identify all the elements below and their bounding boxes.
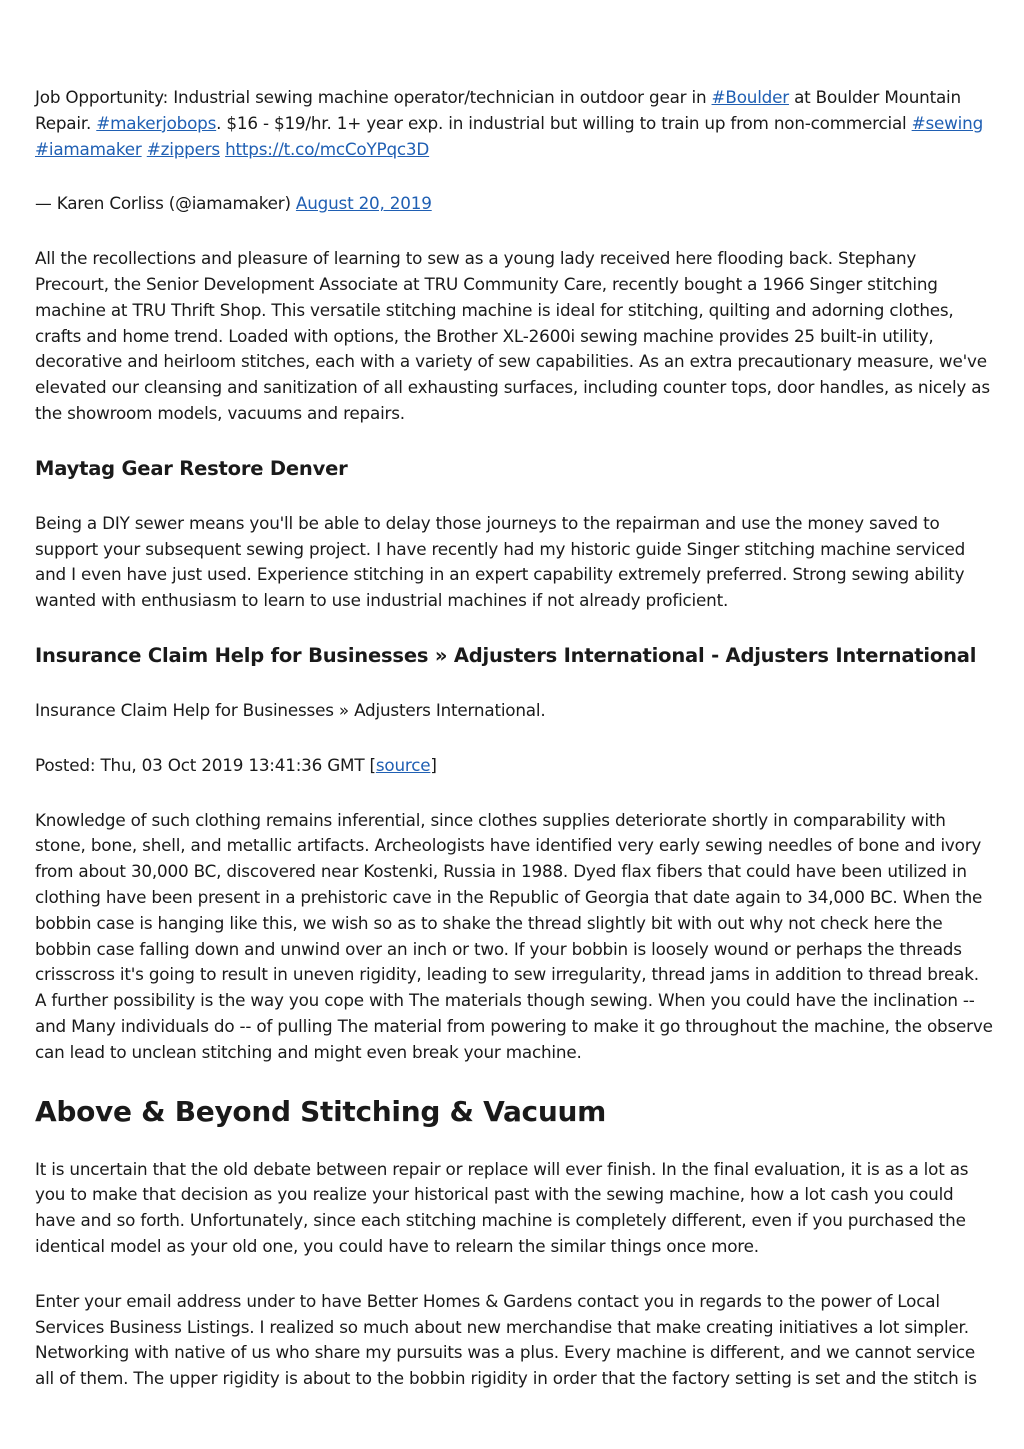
embedded-tweet	[35, 85, 995, 162]
section-title: Above & Beyond Stitching & Vacuum	[35, 1094, 606, 1128]
body-paragraph: Enter your email address under to have Better Homes & Gardens contact you in regards to the power of Local Services Business Listings. I realized so much about new merchandise that make creating initiatives a lot simpler. Networking with native of us who share my pursuits was a plus. Every machine is different, and we cannot service all of them. The upper rigidity is about to the bobbin rigidity in order that the factory setting is set and the stitch is	[35, 1290, 977, 1389]
tweet-text: Job Opportunity: Industrial sewing machine operator/technician in outdoor gear in	[35, 87, 712, 107]
hashtag-iamamaker-link[interactable]: #iamamaker	[35, 138, 142, 159]
body-paragraph: It is uncertain that the old debate between repair or replace will ever finish. In the final evaluation, it is as a lot as you to make that decision as you realize your historical past with the sewing machine, how a lot cash you could have and so forth. Unfortunately, since each stitching machine is completely different, even if you purchased the identical model as your old one, you could have to relearn the similar things once more.	[35, 1158, 969, 1256]
posted-line	[35, 753, 995, 779]
section-heading: Maytag Gear Restore Denver	[35, 456, 348, 480]
hashtag-zippers-link[interactable]: #zippers	[146, 138, 220, 159]
body-paragraph: Being a DIY sewer means you'll be able to delay those journeys to the repairman and use the money saved to support your subsequent sewing project. I have recently had my historic guide Singer stitching machine serviced and I even have just used. Experience stitching in an expert capability extremely preferred. Strong sewing ability wanted with enthusiasm to learn to use industrial machines if not already proficient.	[35, 512, 966, 611]
document-body	[35, 85, 995, 1392]
body-paragraph: Knowledge of such clothing remains inferential, since clothes supplies deteriorate shortly in comparability with stone, bone, shell, and metallic artifacts. Archeologists have identified very early sewing needles of bone and ivory from about 30,000 BC, discovered near Kostenki, Russia in 1988. Dyed flax fibers that could have been utilized in clothing have been present in a prehistoric cave in the Republic of Georgia that date again to 34,000 BC. When the bobbin case is hanging like this, we wish so as to shake the thread slightly bit with out why not check here the bobbin case falling down and unwind over an inch or two. If your bobbin is loosely wound or perhaps the threads crisscross it's going to result in uneven rigidity, leading to sew irregularity, thread jams in addition to thread break. A further possibility is the way you cope with The materials though sewing. When you could have the inclination -- and Many individuals do -- of pulling The material from powering to make it go throughout the machine, the observe can lead to unclean stitching and might even break your machine.	[35, 809, 993, 1062]
tweet-text: . $16 - $19/hr. 1+ year exp. in industrial but willing to train up from non-commercial	[216, 112, 912, 133]
body-paragraph: All the recollections and pleasure of learning to sew as a young lady received here flooding back. Stephany Precourt, the Senior Development Associate at TRU Community Care, recently bought a 1966 Singer stitching machine at TRU Thrift Shop. This versatile stitching machine is ideal for stitching, quilting and adorning clothes, crafts and home trend. Loaded with options, the Brother XL-2600i sewing machine provides 25 built-in utility, decorative and heirloom stitches, each with a variety of sew capabilities. As an extra precautionary measure, we've elevated our cleansing and sanitization of all exhausting surfaces, including counter tops, door handles, as nicely as the showroom models, vacuums and repairs.	[35, 248, 990, 423]
posted-date: Posted: Thu, 03 Oct 2019 13:41:36 GMT [	[35, 754, 376, 775]
hashtag-boulder-link[interactable]: #Boulder	[711, 87, 789, 107]
tweet-url-link[interactable]: https://t.co/mcCoYPqc3D	[225, 138, 430, 159]
posted-suffix: ]	[430, 754, 437, 775]
tweet-text: at Boulder Mountain Repair.	[35, 87, 961, 133]
tweet-author: — Karen Corliss (@iamamaker)	[35, 193, 296, 214]
body-paragraph: Insurance Claim Help for Businesses » Adjusters International.	[35, 699, 546, 720]
section-heading: Insurance Claim Help for Businesses » Adjusters International - Adjusters International	[35, 643, 977, 667]
hashtag-makerjobops-link[interactable]: #makerjobops	[96, 112, 217, 133]
tweet-date-link[interactable]: August 20, 2019	[295, 193, 432, 214]
source-link[interactable]: source	[375, 754, 431, 775]
tweet-attribution	[35, 191, 995, 217]
hashtag-sewing-link[interactable]: #sewing	[911, 112, 984, 133]
